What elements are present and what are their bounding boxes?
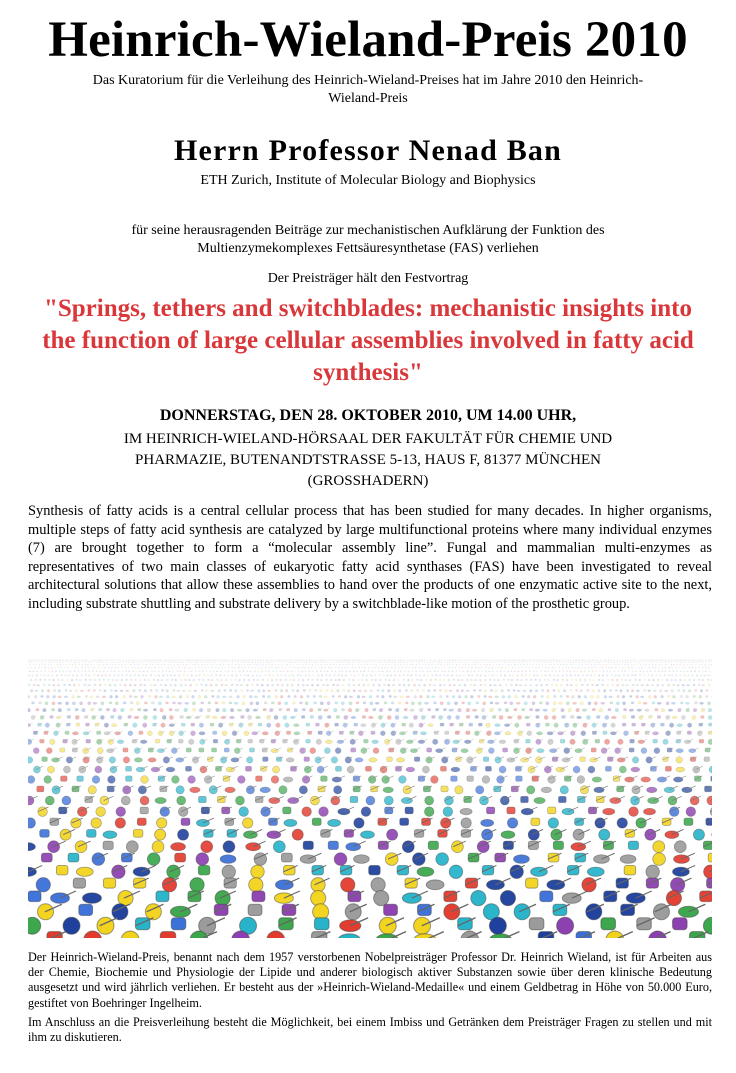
event-venue: IM HEINRICH-WIELAND-HÖRSAAL DER FAKULTÄT FÜR CHEMIE UND PHARMAZIE, BUTENANDTSTRASSE 5-13, HAUS F, 81377 MÜNCHEN (GROSSHADERN) <box>123 431 613 489</box>
laureate-name: Herrn Professor Nenad Ban <box>173 134 563 167</box>
abstract-text: Synthesis of fatty acids is a central cellular process that has been studied for many decades. In higher organisms, multiple steps of fatty acid synthesis are catalyzed by large multifunctional proteins where many individual enzymes (7) are brought together to form a “molecular assembly line”. Fungal and mammalian multi-enzymes as representatives of two main classes of eukaryotic fatty acid synthases (FAS) have been investigated to reveal architectural solutions that allow these assemblies to hand over the products of one enzymatic active site to the next, including substrate shuttling and substrate delivery by a switchblade-like motion of the prosthetic group. <box>28 503 712 612</box>
fas-assembly-illustration <box>28 654 712 938</box>
footer <box>28 950 712 1048</box>
depth-fade <box>28 654 712 938</box>
award-reason: für seine herausragenden Beiträge zur mechanistischen Aufklärung der Funktion des Multienzymekomplexes Fettsäuresynthetase (FAS) verliehen <box>131 223 605 256</box>
lecture-intro: Der Preisträger hält den Festvortrag <box>267 271 469 286</box>
lecture-title: "Springs, tethers and switchblades: mechanistic insights into the function of large cellular assemblies involved in fatty acid synthesis" <box>42 295 694 386</box>
page-title: Heinrich-Wieland-Preis 2010 <box>48 12 688 68</box>
footer-prize-info: Der Heinrich-Wieland-Preis, benannt nach dem 1957 verstorbenen Nobelpreisträger Professor Dr. Heinrich Wieland, ist für Arbeiten aus der Chemie, Biochemie und Physiologie der Lipide und anderer biologisch aktiver Substanzen sowie über deren klinische Bedeutung ausgesetzt und wird jährlich verliehen. Er besteht aus der »Heinrich-Wieland-Medaille« und einem Geldbetrag in Höhe von 50.000 Euro, gestiftet von Boehringer Ingelheim. <box>28 950 712 1010</box>
fas-assembly-svg <box>28 654 712 938</box>
event-date: DONNERSTAG, DEN 28. OKTOBER 2010, UM 14.00 UHR, <box>159 407 577 424</box>
footer-reception-info: Im Anschluss an die Preisverleihung besteht die Möglichkeit, bei einem Imbiss und Getränken dem Preisträger Fragen zu stellen und mit ihm zu diskutieren. <box>28 1014 712 1044</box>
intro-text: Das Kuratorium für die Verleihung des Heinrich-Wieland-Preises hat im Jahre 2010 den Heinrich-Wieland-Preis <box>92 73 644 106</box>
laureate-affiliation: ETH Zurich, Institute of Molecular Biology and Biophysics <box>200 173 536 188</box>
